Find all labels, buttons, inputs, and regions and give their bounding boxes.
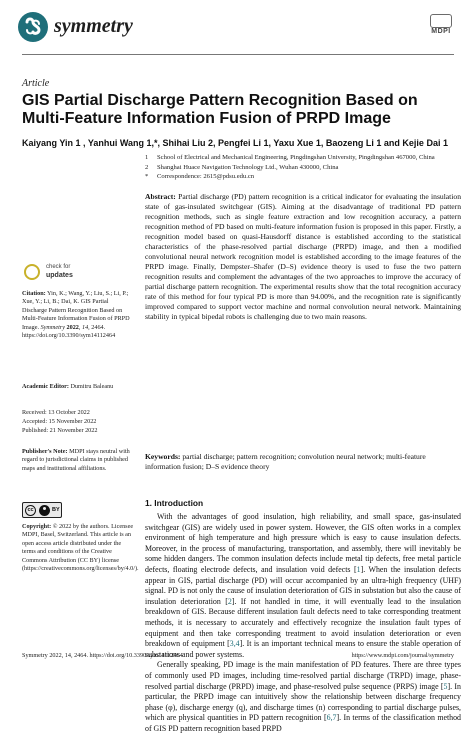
publication-dates (22, 409, 134, 435)
section-heading-introduction: 1. Introduction (145, 498, 204, 508)
author-list: Kaiyang Yin 1 , Yanhui Wang 1,*, Shihai Liu 2, Pengfei Li 1, Yaxu Xue 1, Baozeng Li 1 and Kejie Dai 1 (22, 138, 448, 148)
header-divider (22, 54, 454, 55)
reference-link[interactable]: 1 (356, 564, 361, 574)
affiliation-1: 1 School of Electrical and Mechanical Engineering, Pingdingshan University, Pingdingshan 467000, China (145, 154, 435, 161)
footer-citation[interactable]: Symmetry 2022, 14, 2464. https://doi.org/10.3390/sym14112464 (22, 652, 183, 659)
reference-link[interactable]: 6,7 (326, 713, 337, 723)
article-title: GIS Partial Discharge Pattern Recognition Based on Multi-Feature Information Fusion of PRPD Image (22, 92, 418, 127)
reference-link[interactable]: 3,4 (229, 639, 240, 649)
check-updates-icon (24, 264, 40, 280)
footer-journal-link[interactable]: https://www.mdpi.com/journal/symmetry (351, 652, 454, 659)
keywords-text: partial discharge; pattern recognition; convolution neural network; multi-feature information fusion; D–S evidence theory (145, 452, 426, 471)
check-for-updates-button[interactable]: check for updates (22, 262, 112, 284)
keywords (145, 452, 461, 472)
abstract (145, 192, 461, 322)
affiliations (145, 153, 465, 182)
publisher-note: Publisher's Note: MDPI stays neutral with regard to jurisdictional claims in published maps and institutional affiliations. (22, 448, 130, 472)
cc-by-license-badge[interactable]: cc BY (22, 502, 62, 518)
introduction-body (145, 512, 461, 734)
creative-commons-icon: cc (25, 505, 36, 516)
reference-link[interactable]: 2 (227, 596, 232, 606)
symmetry-journal-icon (18, 12, 48, 42)
paragraph: Generally speaking, PD image is the main manifestation of PD features. There are three types of commonly used PD images, including time-resolved partial discharge (TRPD) image, phase-resolved partial discharge (PRPD) image, and phase-resolved pulse sequence (PRPS) image [5]. In particular, the PRPD image can intuitively show the relationship between discharge frequency phase (φ), discharge energy (q), and discharge times (n) corresponding to partial discharge pulses, which are physical quantities in PD pattern recognition [6,7]. In terms of the classification method of GIS PD pattern recognition based PRPD (145, 660, 461, 733)
received-date: Received: 13 October 2022 (22, 409, 90, 416)
article-type: Article (22, 78, 50, 89)
copyright-notice: Copyright: © 2022 by the authors. Licensee MDPI, Basel, Switzerland. This article is an open access article distributed under the terms and conditions of the Creative Commons Attribution (CC BY) license (https://creativecommons.org/licenses/by/4.0/). (22, 523, 139, 573)
journal-header (18, 10, 458, 48)
journal-name: symmetry (54, 15, 133, 37)
published-date: Published: 21 November 2022 (22, 426, 98, 434)
keywords-label: Keywords: (145, 452, 181, 461)
affiliation-2: 2 Shanghai Huace Navigation Technology Ltd., Wuhan 430000, China (145, 163, 339, 171)
reference-link[interactable]: 5 (443, 681, 448, 691)
abstract-text: Partial discharge (PD) pattern recognition is a critical indicator for evaluating the insulation state of gas-insulated switchgear (GIS). Aiming at the disadvantage of traditional PD pattern recognition methods, such as single feature extraction and low recognition accuracy, a pattern recognition method of PD based on multi-feature information fusion is proposed in this paper. Firstly, a recognition model based on quasi-Hausdorff distance is established according to the statistical characteristics of the phase-resolved partial discharge (PRPD) image, and then a modified convolutional neural network recognition model is established according to the image features of the PRPD image. Finally, Dempster–Shafer (D–S) evidence theory is used to fuse the two pattern recognition results and complement the advantages of the two approaches to improve the accuracy of partial discharge pattern recognition. The experimental results show that the total recognition accuracy rate of this method for four typical PD is more than 94.00%, and the recognition rate is significantly improved compared to support vector machine and normal convolution neural network. Maintaining stability in typical bipedal robots is challenging due to two main reasons. (145, 192, 461, 321)
accepted-date: Accepted: 15 November 2022 (22, 417, 97, 425)
citation-doi-link[interactable]: , 2464. https://doi.org/10.3390/sym14112464 (22, 323, 116, 340)
attribution-person-icon (39, 505, 50, 516)
citation: Citation: Yin, K.; Wang, Y.; Liu, S.; Li, P.; Xue, Y.; Li, B.; Dai, K. GIS Partial Discharge Pattern Recognition Based on Multi-Feature Information Fusion of PRPD Image. Symmetry 2022, 14, 2464. https://doi.org/10.3390/sym14112464 (22, 290, 130, 340)
academic-editor: Academic Editor: Dumitru Baleanu (22, 383, 114, 390)
correspondence: * Correspondence: 2615@pdsu.edu.cn (145, 173, 255, 180)
abstract-label: Abstract: (145, 192, 176, 201)
paragraph: With the advantages of good insulation, high reliability, and small space, gas-insulated switchgear (GIS) are widely used in power system. However, the GIS often works in a complex environment of high temperature and high pressure which is easy to cause insulation defects. Moreover, in the process of manufacturing, transportation, and assembly, there will inevitably be some hidden dangers. The common insulation defects include metal tip defects, free metal particle defects, floating electrode defects, and insulation void defects [1]. When the insulation defects appear in GIS, partial discharge (PD) will occur accompanied by an ultra-high frequency (UHF) signal. PD is not only the cause of insulation deterioration of GIS in substation but also the cause of insulation deterioration [2]. If not handled in time, it will eventually lead to the insulation breakdown of GIS. Because different insulation fault defects need to take corresponding treatment methods, it is necessary to accurately and effectively recognize the insulation fault types of equipment and then take corresponding treatment to avoid insulation deterioration or even breakdown of equipment [3,4]. It is an important technical means to ensure the stable operation of substations and power systems. (145, 512, 462, 659)
mdpi-logo: MDPI (424, 14, 458, 38)
